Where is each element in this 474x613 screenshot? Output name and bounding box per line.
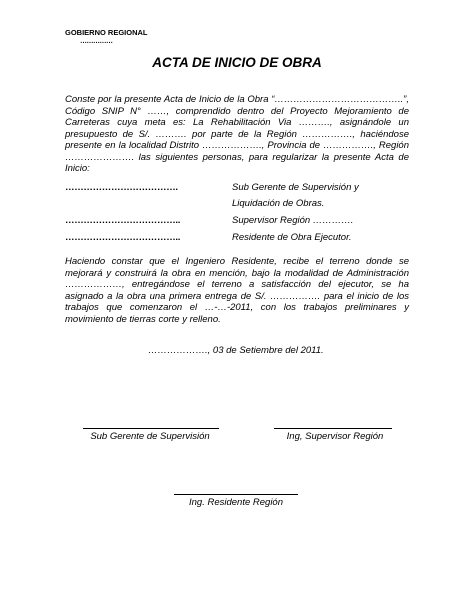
participant-role: Liquidación de Obras.: [232, 198, 325, 209]
header-organization: GOBIERNO REGIONAL: [65, 28, 148, 37]
signature-label-bottom: Ing. Residente Región: [188, 497, 283, 508]
body-paragraph: Haciendo constar que el Ingeniero Residente, recibe el terreno donde se mejorará y construirá la obra en mención, bajo la modalidad de Administración ………………, entregándose el terreno a satisfacción del ejecutor, se ha asignado a la obra una primera entrega de S/. ……………. para el inicio de los trabajos que comenzaron el …-…-2011, con los trabajos preliminares y movimiento de tierras corte y relleno.: [65, 256, 409, 325]
participant-role: Supervisor Región ………….: [232, 215, 354, 226]
participant-dots: ……………………………….: [65, 182, 178, 193]
document-title: ACTA DE INICIO DE OBRA: [152, 55, 322, 70]
header-dots: ……………: [80, 38, 113, 45]
date-line: ………………., 03 de Setiembre del 2011.: [148, 345, 324, 356]
signature-line-right: [274, 428, 392, 429]
participant-dots: ………………………………..: [65, 215, 181, 226]
signature-label-right: Ing, Supervisor Región: [286, 431, 384, 442]
participant-role: Residente de Obra Ejecutor.: [232, 232, 352, 243]
signature-line-left: [83, 428, 219, 429]
participant-role: Sub Gerente de Supervisión y: [232, 182, 359, 193]
signature-label-left: Sub Gerente de Supervisión: [90, 431, 210, 442]
participant-dots: ………………………………..: [65, 232, 181, 243]
signature-line-bottom: [174, 494, 298, 495]
intro-paragraph: Conste por la presente Acta de Inicio de la Obra “…………………………………..”, Código SNIP N° ……, comprendido dentro del Proyecto Mejoramiento de Carreteras cuya meta es: La Rehabilitación Via ………., asignándole un presupuesto de S/. ………. por parte de la Región ……………., haciéndose presente en la localidad Distrito ………………., Provincia de ……………., Región …………………. las siguientes personas, para regularizar la presente Acta de Inicio:: [65, 94, 409, 174]
